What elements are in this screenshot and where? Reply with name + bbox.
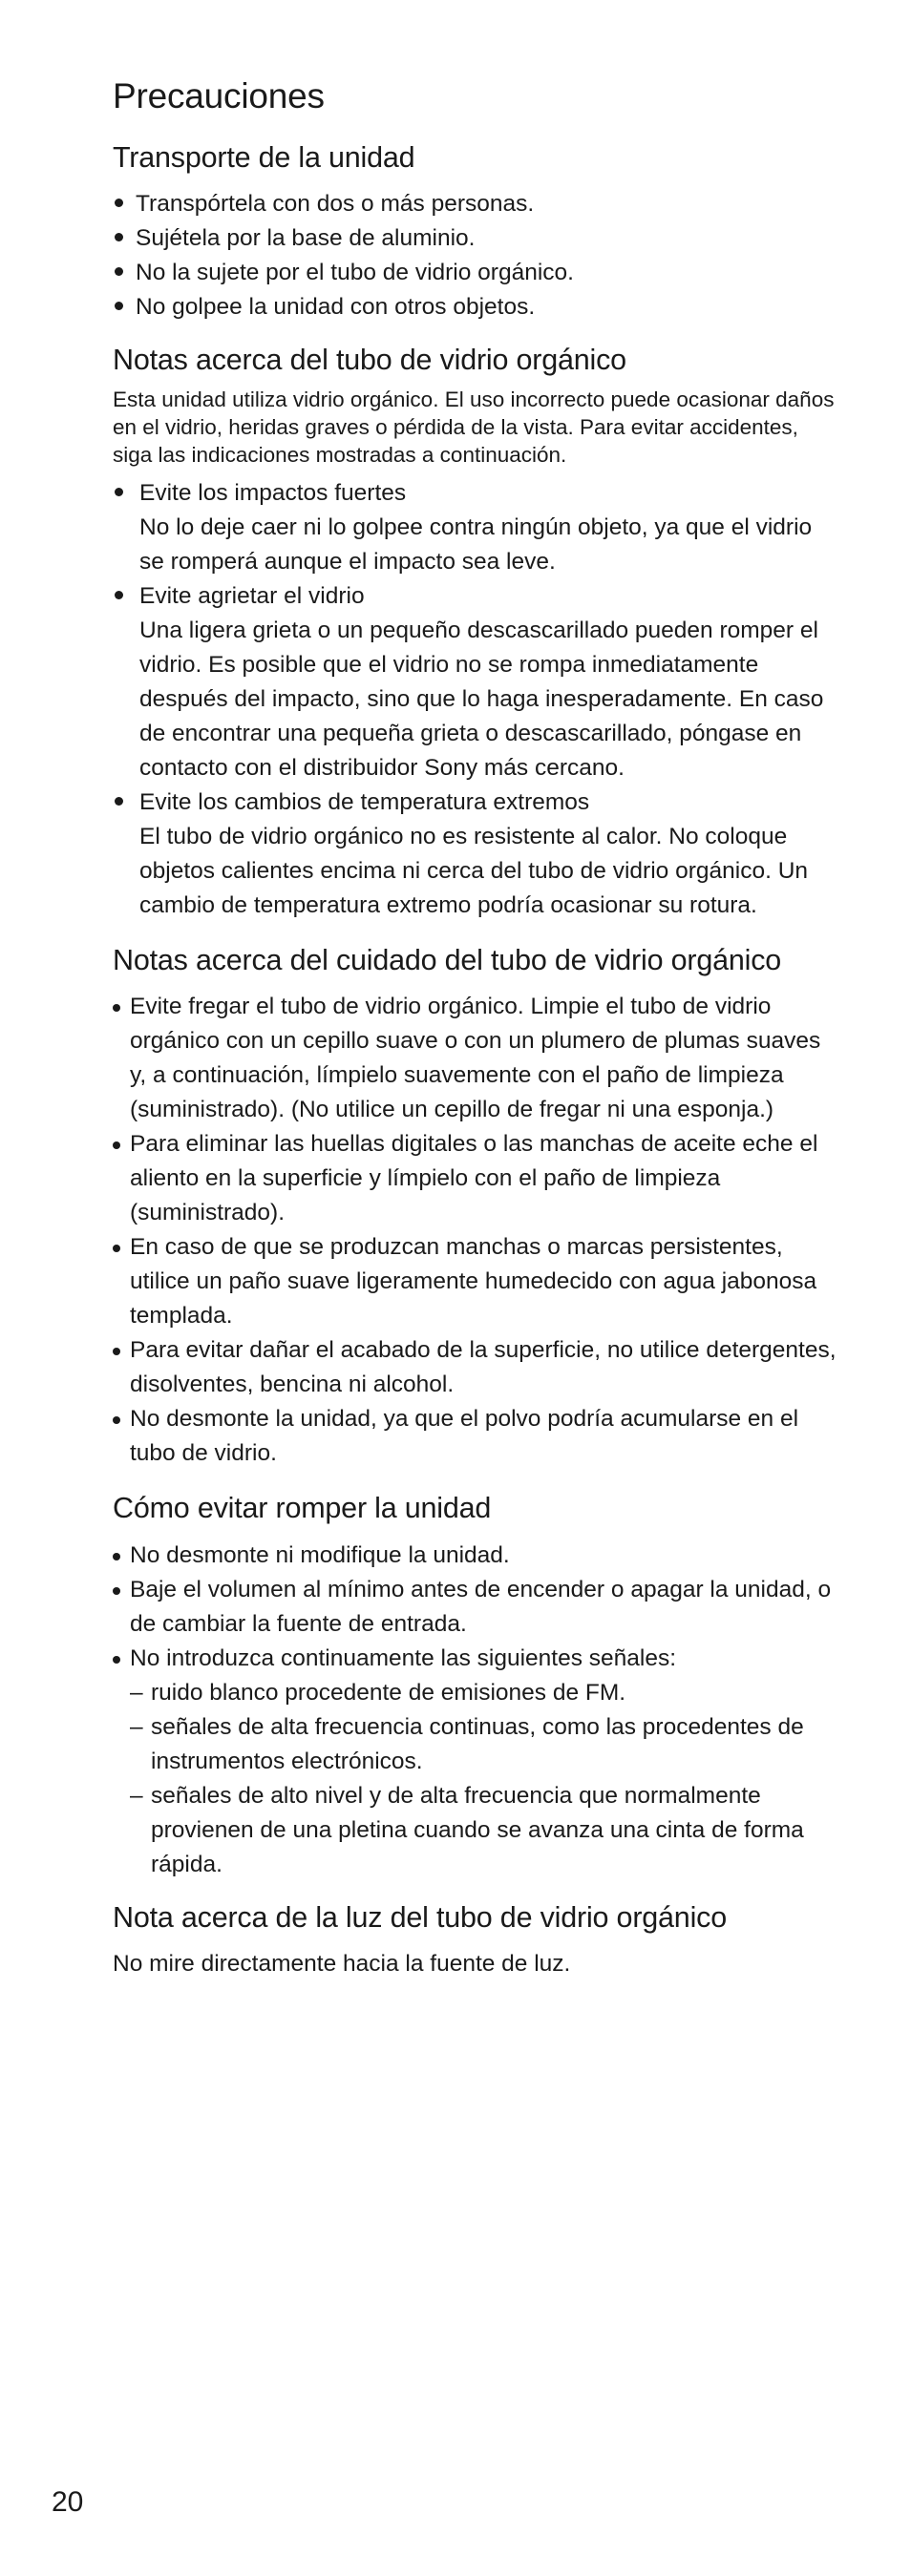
list-item: Sujétela por la base de aluminio. [113, 221, 838, 256]
section-light-note [113, 1901, 838, 1981]
glass-notes-list [113, 476, 838, 923]
list-item [113, 579, 838, 785]
section-avoid-breaking [113, 1492, 838, 1881]
section-heading: Nota acerca de la luz del tubo de vidrio orgánico [113, 1900, 727, 1934]
list-item [113, 785, 838, 923]
list-item: No desmonte ni modifique la unidad. [113, 1539, 838, 1573]
section-glass-notes [113, 344, 838, 923]
section-transport [113, 141, 838, 325]
item-body: Una ligera grieta o un pequeño descascarillado pueden romper el vidrio. Es posible que el vidrio no se rompa inmediatamente después del impacto, sino que lo haga inesperadamente. En caso de encontrar una pequeña grieta o descascarillado, póngase en contacto con el distribuidor Sony más cercano. [139, 618, 824, 782]
item-title: Evite los cambios de temperatura extremos [139, 789, 590, 816]
sublist-item: – señales de alto nivel y de alta frecuencia que normalmente provienen de una pletina cuando se avanza una cinta de forma rápida. [130, 1779, 838, 1882]
list-item: No golpee la unidad con otros objetos. [113, 290, 838, 325]
page-number: 20 [52, 2486, 84, 2518]
section-intro: Esta unidad utiliza vidrio orgánico. El uso incorrecto puede ocasionar daños en el vidrio, heridas graves o pérdida de la vista. Para evitar accidentes, siga las indicaciones mostradas a continuación. [113, 387, 835, 468]
avoid-breaking-list [113, 1539, 838, 1676]
list-item: Para eliminar las huellas digitales o las manchas de aceite eche el aliento en la superficie y límpielo con el paño de limpieza (suministrado). [113, 1127, 838, 1230]
item-body: No lo deje caer ni lo golpee contra ningún objeto, ya que el vidrio se romperá aunque el impacto sea leve. [139, 514, 813, 576]
section-heading: Notas acerca del tubo de vidrio orgánico [113, 344, 626, 377]
signal-sublist [130, 1676, 838, 1882]
list-item: No desmonte la unidad, ya que el polvo podría acumularse en el tubo de vidrio. [113, 1402, 838, 1471]
list-item: En caso de que se produzcan manchas o marcas persistentes, utilice un paño suave ligeramente humedecido con agua jabonosa templada. [113, 1230, 838, 1333]
list-item: Evite fregar el tubo de vidrio orgánico. Limpie el tubo de vidrio orgánico con un cepillo suave o con un plumero de plumas suaves y, a continuación, límpielo suavemente con el paño de limpieza (suministrado). (No utilice un cepillo de fregar ni una esponja.) [113, 990, 838, 1127]
sublist-item: – señales de alta frecuencia continuas, como las procedentes de instrumentos electrónicos. [130, 1710, 838, 1779]
section-heading: Notas acerca del cuidado del tubo de vidrio orgánico [113, 944, 782, 977]
list-item: No la sujete por el tubo de vidrio orgánico. [113, 256, 838, 290]
section-heading: Cómo evitar romper la unidad [113, 1492, 492, 1525]
page-content [113, 76, 838, 1981]
list-item [113, 476, 838, 579]
list-item: Para evitar dañar el acabado de la superficie, no utilice detergentes, disolventes, bencina ni alcohol. [113, 1333, 838, 1402]
sublist-item: – ruido blanco procedente de emisiones de FM. [130, 1676, 838, 1710]
section-text: No mire directamente hacia la fuente de luz. [113, 1950, 571, 1977]
section-heading: Transporte de la unidad [113, 141, 415, 174]
list-item: Baje el volumen al mínimo antes de encender o apagar la unidad, o de cambiar la fuente de entrada. [113, 1573, 838, 1642]
item-title: Evite agrietar el vidrio [139, 583, 365, 610]
list-item: Transpórtela con dos o más personas. [113, 187, 838, 221]
transport-list [113, 187, 838, 325]
section-care-notes [113, 944, 838, 1471]
item-body: El tubo de vidrio orgánico no es resistente al calor. No coloque objetos calientes encima ni cerca del tubo de vidrio orgánico. Un cambio de temperatura extremo podría ocasionar su rotura. [139, 824, 809, 919]
list-item: No introduzca continuamente las siguientes señales: [113, 1642, 838, 1676]
item-title: Evite los impactos fuertes [139, 480, 407, 507]
page-title: Precauciones [113, 76, 325, 115]
care-notes-list [113, 990, 838, 1471]
